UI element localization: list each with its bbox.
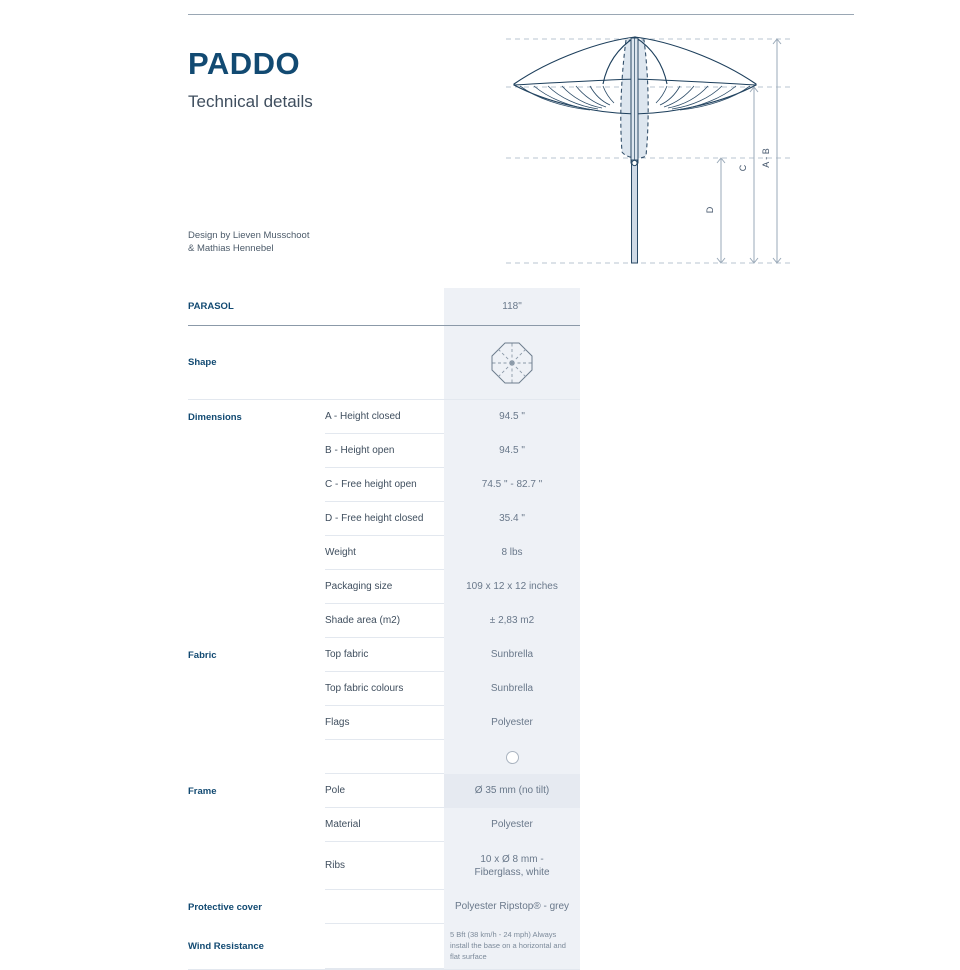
canopy-ribs-right (656, 86, 750, 110)
octagon-shape-icon (488, 339, 536, 387)
row-value: 35.4 " (444, 502, 580, 536)
row-value: Sunbrella (444, 638, 580, 672)
section-label-wind-resistance: Wind Resistance (188, 940, 264, 952)
row-value: Polyester (444, 808, 580, 842)
dimension-lines (717, 39, 781, 263)
section-label-frame: Frame (188, 785, 217, 797)
table-row-dimensions-5 (188, 536, 580, 570)
colour-swatch-icon[interactable] (506, 751, 519, 764)
row-label: Top fabric (325, 638, 444, 672)
row-value: 10 x Ø 8 mm - Fiberglass, white (444, 842, 580, 890)
section-label-spacer (188, 706, 325, 740)
row-label-empty (325, 924, 444, 969)
table-row-frame-pole (188, 774, 580, 808)
table-row-dimensions-1 (188, 400, 580, 434)
table-row-dimensions-4 (188, 502, 580, 536)
row-value: 8 lbs (444, 536, 580, 570)
canopy-ribs-left (520, 86, 614, 110)
dimension-label-d: D (705, 206, 715, 214)
table-row-protective-cover (188, 890, 580, 924)
row-label: Weight (325, 536, 444, 570)
designer-line-2: & Mathias Hennebel (188, 242, 274, 254)
section-label-spacer (188, 434, 325, 468)
dimension-label-c: C (738, 164, 748, 172)
value-parasol-width: 118" (444, 288, 580, 325)
table-row-dimensions-2 (188, 434, 580, 468)
row-value: Polyester (444, 706, 580, 740)
row-label-empty (325, 740, 444, 774)
row-label: D - Free height closed (325, 502, 444, 536)
table-row-fabric-colour-swatch (188, 740, 580, 774)
section-label-spacer (188, 570, 325, 604)
section-label-spacer (188, 740, 325, 774)
technical-drawing (506, 30, 802, 268)
header-block (188, 48, 488, 112)
designer-line-1: Design by Lieven Musschoot (188, 230, 310, 241)
section-label-spacer (188, 672, 325, 706)
row-label: A - Height closed (325, 400, 444, 434)
table-row-dimensions-7 (188, 604, 580, 638)
table-row-frame-ribs (188, 842, 580, 890)
row-value: 74.5 " - 82.7 " (444, 468, 580, 502)
section-label-shape: Shape (188, 357, 217, 368)
row-label: Packaging size (325, 570, 444, 604)
table-row-fabric-2 (188, 672, 580, 706)
row-label: Top fabric colours (325, 672, 444, 706)
row-label: Ribs (325, 842, 444, 890)
value-shape (444, 326, 580, 399)
row-label: C - Free height open (325, 468, 444, 502)
section-label-spacer (188, 468, 325, 502)
section-label-spacer (188, 502, 325, 536)
brand-title: PADDO (188, 46, 301, 81)
table-row-dimensions-6 (188, 570, 580, 604)
row-value: 94.5 " (444, 400, 580, 434)
row-label: Shade area (m2) (325, 604, 444, 638)
section-label-dimensions: Dimensions (188, 411, 242, 423)
table-row-fabric-1 (188, 638, 580, 672)
row-label: Material (325, 808, 444, 842)
table-row-frame-material (188, 808, 580, 842)
section-label-spacer (188, 604, 325, 638)
designer-credit (188, 230, 418, 256)
section-label-spacer (188, 842, 325, 890)
table-row-wind-resistance (188, 924, 580, 969)
row-value: 109 x 12 x 12 inches (444, 570, 580, 604)
row-label-empty (325, 890, 444, 924)
row-value: 5 Bft (38 km/h - 24 mph) Always install the base on a horizontal and flat surface (444, 924, 580, 969)
dimension-label-ab: A - B (761, 148, 771, 168)
row-label: B - Height open (325, 434, 444, 468)
reference-lines (506, 39, 794, 263)
table-row-dimensions-3 (188, 468, 580, 502)
row-value: Ø 35 mm (no tilt) (444, 774, 580, 808)
section-label-fabric: Fabric (188, 649, 217, 661)
row-value: 94.5 " (444, 434, 580, 468)
row-label: Flags (325, 706, 444, 740)
page-subtitle: Technical details (188, 91, 313, 111)
table-bottom-divider (188, 969, 580, 970)
top-divider (188, 14, 854, 15)
row-value: Polyester Ripstop® - grey (444, 890, 580, 924)
row-value-swatch[interactable] (444, 740, 580, 774)
table-row-fabric-3 (188, 706, 580, 740)
row-label: Pole (325, 774, 444, 808)
pole (631, 38, 638, 263)
section-label-protective-cover: Protective cover (188, 901, 262, 913)
row-value: Sunbrella (444, 672, 580, 706)
table-row-parasol (188, 288, 580, 325)
section-label-spacer (188, 808, 325, 842)
row-value: ± 2,83 m2 (444, 604, 580, 638)
table-row-shape (188, 326, 580, 399)
specification-table (188, 288, 580, 970)
section-label-parasol: PARASOL (188, 301, 234, 312)
section-label-spacer (188, 536, 325, 570)
